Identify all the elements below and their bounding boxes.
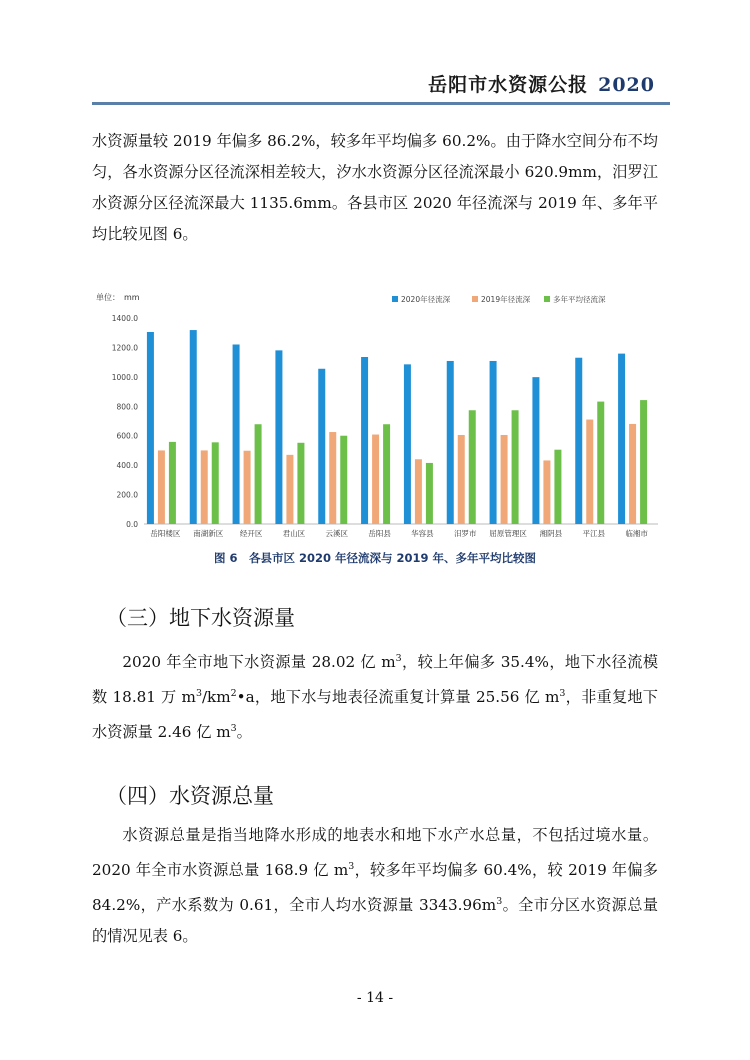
bar-1-9 xyxy=(543,460,550,524)
bar-1-5 xyxy=(372,435,379,524)
bar-1-7 xyxy=(458,435,465,524)
bar-0-6 xyxy=(404,364,411,524)
page-header xyxy=(428,70,655,97)
legend-swatch-1 xyxy=(472,296,478,302)
legend-swatch-0 xyxy=(392,296,398,302)
x-tick-label: 云溪区 xyxy=(325,529,348,538)
legend-label-0: 2020年径流深 xyxy=(401,295,451,304)
bar-2-7 xyxy=(469,410,476,524)
y-tick-label: 0.0 xyxy=(126,520,138,529)
x-tick-label: 华容县 xyxy=(411,529,434,538)
bar-2-11 xyxy=(640,400,647,524)
x-tick-label: 君山区 xyxy=(282,529,306,538)
runoff-chart xyxy=(92,288,668,548)
bar-2-1 xyxy=(212,442,219,524)
figure-caption: 图 6 各县市区 2020 年径流深与 2019 年、多年平均比较图 xyxy=(213,551,537,565)
x-tick-label: 岳阳县 xyxy=(368,529,391,538)
bar-0-1 xyxy=(190,330,197,524)
bar-0-5 xyxy=(361,357,368,524)
bar-1-0 xyxy=(158,450,165,524)
section3-heading: （三）地下水资源量 xyxy=(106,606,295,630)
bar-1-8 xyxy=(501,435,508,524)
y-tick-label: 1400.0 xyxy=(111,314,138,323)
bar-2-6 xyxy=(426,463,433,524)
bar-2-3 xyxy=(297,443,304,524)
section4-heading: （四）水资源总量 xyxy=(106,784,274,808)
bar-2-8 xyxy=(512,410,519,524)
y-tick-label: 1200.0 xyxy=(111,343,138,353)
y-tick-label: 600.0 xyxy=(116,431,138,441)
bar-1-11 xyxy=(629,424,636,524)
bar-2-10 xyxy=(597,402,604,524)
x-tick-label: 湘阴县 xyxy=(539,529,563,538)
legend-label-1: 2019年径流深 xyxy=(481,295,531,304)
bar-0-10 xyxy=(575,358,582,524)
intro-text: 水资源量较 2019 年偏多 86.2%，较多年平均偏多 60.2%。由于降水空间分布不均匀，各水资源分区径流深相差较大，汐水水资源分区径流深最小 620.9mm，汨罗江水资源分区径流深最大 1135.6mm。各县市区 2020 年径流深与 2019 年、多年平均比较见图 6。 xyxy=(92,132,658,243)
x-tick-label: 南湖新区 xyxy=(193,529,224,538)
bar-2-5 xyxy=(383,424,390,524)
page-number: - 14 - xyxy=(356,990,394,1006)
bar-0-11 xyxy=(618,354,625,524)
header-rule xyxy=(92,102,670,105)
bar-2-9 xyxy=(554,450,561,524)
legend-swatch-2 xyxy=(544,296,550,302)
bar-2-2 xyxy=(255,424,262,524)
x-tick-label: 屈原管理区 xyxy=(489,529,527,538)
legend-label-2: 多年平均径流深 xyxy=(553,295,606,304)
x-tick-label: 岳阳楼区 xyxy=(150,529,181,538)
bar-0-4 xyxy=(318,369,325,524)
x-tick-label: 经开区 xyxy=(239,529,263,538)
bar-0-0 xyxy=(147,332,154,524)
runoff-chart-svg xyxy=(92,288,668,548)
y-tick-label: 800.0 xyxy=(116,402,138,412)
intro-paragraph xyxy=(92,126,658,250)
bar-0-2 xyxy=(233,344,240,524)
x-tick-label: 汨罗市 xyxy=(454,529,477,538)
header-title: 岳阳市水资源公报 xyxy=(428,74,589,96)
bar-1-4 xyxy=(329,432,336,524)
bar-2-0 xyxy=(169,442,176,524)
bar-0-8 xyxy=(490,361,497,524)
section4-paragraph: 水资源总量是指当地降水形成的地表水和地下水产水总量，不包括过境水量。2020 年全市水资源总量 168.9 亿 $m^3$，较多年平均偏多 60.4%，较 2019 年偏多 84.2%，产水系数为 0.61，全市人均水资源量 $3343.96m^3$。全市分区水资源总量的情况见表 6。 xyxy=(92,826,659,946)
bar-0-7 xyxy=(447,361,454,524)
section3-paragraph: 2020 年全市地下水资源量 28.02 亿 $m^3$，较上年偏多 35.4%，地下水径流模数 18.81 万 $m^3/km^2•a$，地下水与地表径流重复计算量 25.56 亿 $m^3$，非重复地下水资源量 2.46 亿 $m^3$。 xyxy=(92,653,659,742)
bar-1-10 xyxy=(586,420,593,524)
bar-2-4 xyxy=(340,436,347,524)
unit-label: 单位： mm xyxy=(96,293,140,302)
y-tick-label: 200.0 xyxy=(116,490,138,500)
bar-1-2 xyxy=(244,451,251,524)
bar-1-1 xyxy=(201,450,208,524)
x-tick-label: 平江县 xyxy=(582,529,605,538)
bar-1-3 xyxy=(286,455,293,524)
y-tick-label: 400.0 xyxy=(116,461,138,471)
x-tick-label: 临湘市 xyxy=(625,529,648,538)
bar-0-9 xyxy=(532,377,539,524)
bar-0-3 xyxy=(275,350,282,524)
bar-1-6 xyxy=(415,459,422,524)
header-year: 2020 xyxy=(598,74,655,96)
y-tick-label: 1000.0 xyxy=(111,372,138,382)
